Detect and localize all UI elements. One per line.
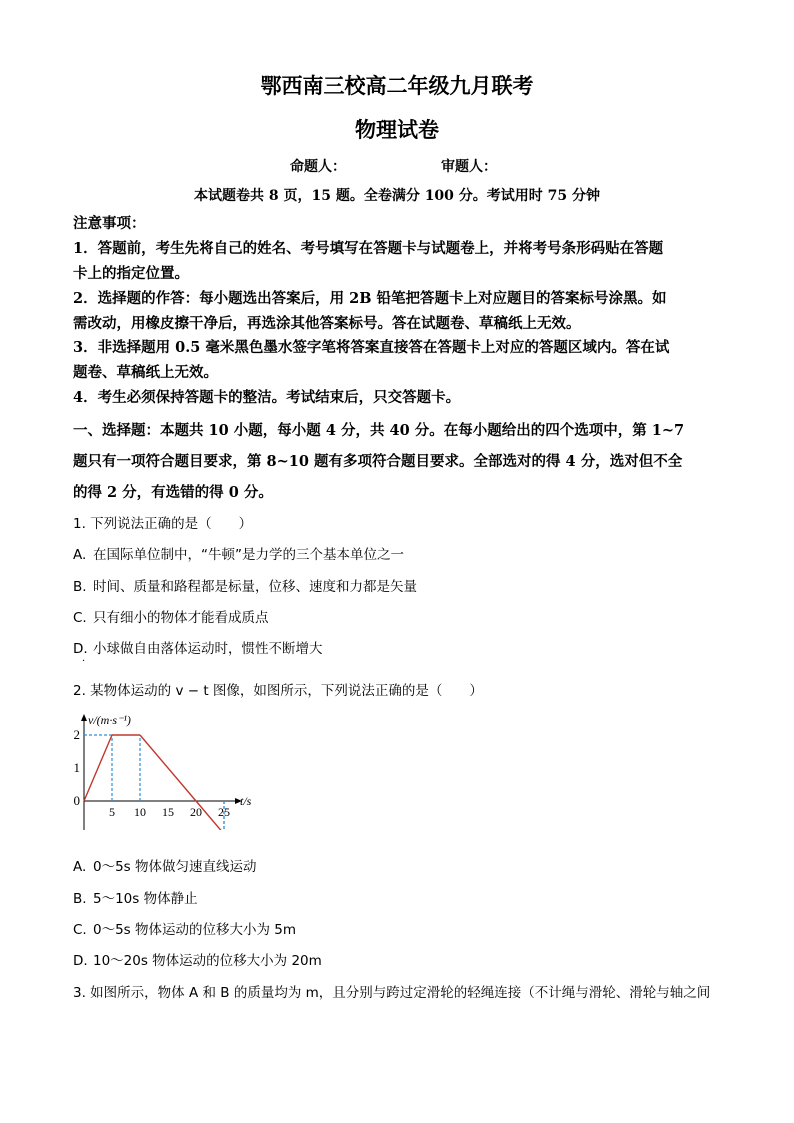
vt-graph — [68, 710, 268, 830]
note-line: 需改动，用橡皮擦干净后，再选涂其他答案标号。答在试题卷、草稿纸上无效。 — [73, 315, 581, 332]
author-label: 命题人： — [290, 159, 346, 175]
chart-x-label: t/s — [240, 794, 252, 808]
question-2-option-d: D. 10～20s 物体运动的位移大小为 20m — [73, 953, 322, 969]
question-2-option-c: C. 0～5s 物体运动的位移大小为 5m — [73, 922, 297, 938]
note-line: 卡上的指定位置。 — [73, 265, 189, 282]
series-segment — [140, 735, 196, 801]
y-axis-arrow — [81, 714, 87, 721]
x-tick-label: 5 — [109, 805, 115, 819]
exam-subject: 物理试卷 — [355, 117, 439, 142]
note-line: 1．答题前，考生先将自己的姓名、考号填写在答题卡与试题卷上，并将考号条形码贴在答题 — [73, 240, 664, 257]
question-1-stem: 1. 下列说法正确的是（ ） — [73, 516, 253, 532]
note-line: 4．考生必须保持答题卡的整洁。考试结束后，只交答题卡。 — [73, 389, 461, 406]
question-2-option-a: A. 0～5s 物体做匀速直线运动 — [73, 859, 257, 875]
x-tick-label: 25 — [218, 805, 230, 819]
question-2-option-b: B. 5～10s 物体静止 — [73, 891, 198, 907]
section-instructions: 题只有一项符合题目要求，第 8~10 题有多项符合题目要求。全部选对的得 4 分，选对但不全 — [73, 453, 683, 470]
chart-ticks — [74, 727, 231, 819]
question-3-stem: 3. 如图所示，物体 A 和 B 的质量均为 m，且分别与跨过定滑轮的轻绳连接（不计绳与滑轮、滑轮与轴之间 — [73, 985, 711, 1001]
series-segment — [84, 735, 112, 801]
reviewer-label: 审题人： — [441, 159, 497, 175]
question-1-option-a: A. 在国际单位制中，“牛顿”是力学的三个基本单位之一 — [73, 547, 404, 563]
y-tick-label: 1 — [73, 760, 80, 775]
stray-dot: · — [82, 656, 86, 667]
question-1-option-d: D. 小球做自由落体运动时，惯性不断增大 — [73, 641, 323, 657]
question-1-option-c: C. 只有细小的物体才能看成质点 — [73, 610, 269, 626]
question-1-option-b: B. 时间、质量和路程都是标量，位移、速度和力都是矢量 — [73, 579, 417, 595]
chart-y-label: v/(m·s⁻¹) — [88, 713, 131, 727]
x-tick-label: 15 — [162, 805, 174, 819]
chart-guides — [84, 735, 224, 830]
chart-series — [84, 735, 224, 830]
note-line: 2．选择题的作答：每小题选出答案后，用 2B 铅笔把答题卡上对应题目的答案标号涂黑。如 — [73, 290, 667, 307]
exam-info: 本试题卷共 8 页，15 题。全卷满分 100 分。考试用时 75 分钟 — [193, 188, 601, 204]
question-2-stem: 2. 某物体运动的 v − t 图像，如图所示，下列说法正确的是（ ） — [73, 683, 483, 699]
note-line: 题卷、草稿纸上无效。 — [73, 364, 218, 381]
notes-heading: 注意事项： — [73, 215, 146, 232]
x-tick-label: 10 — [134, 805, 146, 819]
exam-title: 鄂西南三校高二年级九月联考 — [260, 73, 534, 98]
y-tick-label: 2 — [73, 727, 80, 742]
note-line: 3．非选择题用 0.5 毫米黑色墨水签字笔将答案直接答在答题卡上对应的答题区域内。答在试 — [73, 339, 670, 356]
y-tick-label: 0 — [73, 793, 80, 808]
x-tick-label: 20 — [190, 805, 202, 819]
section-instructions: 的得 2 分，有选错的得 0 分。 — [73, 484, 273, 501]
section-instructions: 一、选择题：本题共 10 小题，每小题 4 分，共 40 分。在每小题给出的四个选项中，第 1~7 — [73, 422, 685, 439]
